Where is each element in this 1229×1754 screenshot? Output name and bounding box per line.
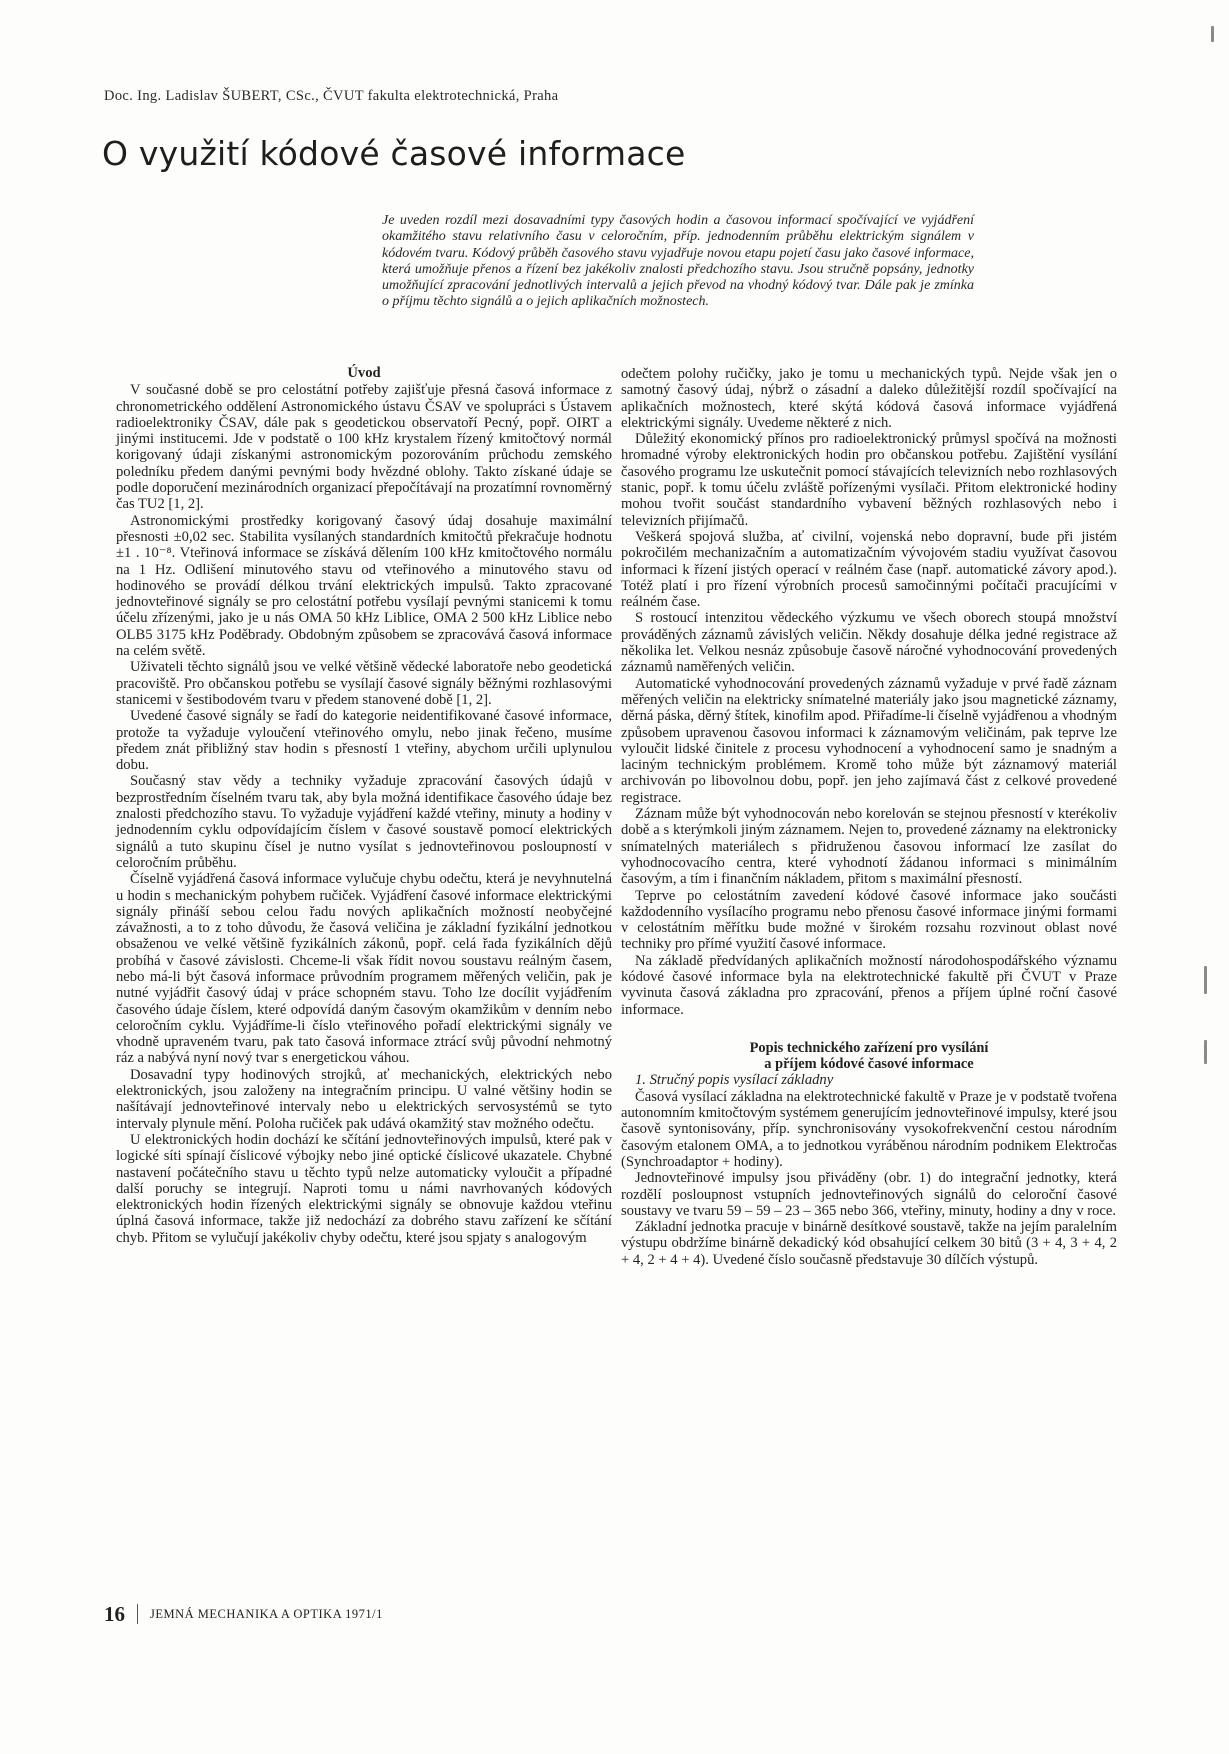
- paragraph: Veškerá spojová služba, ať civilní, vojenská nebo dopravní, bude při jistém pokročilém mechanizačním a automatizačním vývojovém stadiu využívat časovou informaci k řízení jistých operací v reálném čase (např. automatické závory apod.). Totéž platí i pro řízení výrobních procesů samočinnými počítači pracujícími v reálném čase.: [621, 528, 1117, 611]
- right-column: [621, 366, 1117, 1268]
- page-number: 16: [104, 1601, 125, 1626]
- scan-mark: [1204, 1040, 1207, 1064]
- scan-mark: [1211, 26, 1214, 42]
- paragraph: odečtem polohy ručičky, jako je tomu u mechanických typů. Nejde však jen o samotný časový údaj, nýbrž o zásadní a daleko důležitější rozdíl spočívající na aplikačních možnostech, které skýtá kódová časová informace vyjádřená elektrickými signály. Uvedeme některé z nich.: [621, 366, 1117, 431]
- paragraph: Na základě předvídaných aplikačních možností národohospodářského významu kódové časové informace byla na elektrotechnické fakultě při ČVUT v Praze vyvinuta časová základna pro zpracování, přenos a příjem úplné roční časové informace.: [621, 952, 1117, 1018]
- paragraph: Současný stav vědy a techniky vyžaduje zpracování časových údajů v bezprostředním číselném tvaru tak, aby byla možná identifikace časového údaje bez znalosti předchozího stavu. To vyžaduje vyjádření každé vteřiny, minuty a hodiny v jednodenním cyklu odpovídajícím číslem v časové soustavě pomocí elektrických signálů a tuto skupinu čísel je nutno vysílat s jednovteřinovou posloupností v celoročním průběhu.: [116, 773, 612, 871]
- paragraph: Teprve po celostátním zavedení kódové časové informace jako součásti každodenního vysílacího programu nebo přenosu časové informace jinými formami v celostátním měřítku bude možné v širokém rozsahu rozvinout oblast nové techniky pro přímé využití časové informace.: [621, 887, 1117, 953]
- page-footer: [104, 1602, 383, 1626]
- paragraph: V současné době se pro celostátní potřeby zajišťuje přesná časová informace z chronometrického oddělení Astronomického ústavu ČSAV ve spolupráci s Ústavem radioelektroniky ČSAV, dále pak s geodetickou observatoří Pecný, popř. OIRT a jinými institucemi. Jde v podstatě o 100 kHz krystalem řízený kmitočtový normál korigovaný údaji získanými astronomickým pozorováním průchodu zemského poledníku předem danými pevnými body hvězdné oblohy. Takto získané údaje se podle doporučení mezinárodních organizací přepočítávají na prozatímní rovnoměrný čas TU2 [1, 2].: [116, 382, 612, 513]
- abstract: Je uveden rozdíl mezi dosavadními typy časových hodin a časovou informací spočívající ve vyjádření okamžitého stavu relativního času v celoročním, příp. jednodenním průběhu elektrickým signálem v kódovém tvaru. Kódový průběh časového stavu vyjadřuje novou etapu pojetí času jako časové informace, která umožňuje přenos a řízení bez jakékoliv znalosti předchozího stavu. Jsou stručně popsány, jednotky umožňující zpracování jednotlivých intervalů a jejich převod na vhodný kódový tvar. Dále pak je zmínka o příjmu těchto signálů a o jejich aplikačních možnostech.: [382, 213, 974, 310]
- paragraph: Uvedené časové signály se řadí do kategorie neidentifikované časové informace, protože ta vyžaduje vyloučení vteřinového omylu, nebo jinak řečeno, musíme předem znát přibližný stav hodin s přesností 1 vteřiny, abychom určili uplynulou dobu.: [116, 708, 612, 774]
- section-heading: [621, 1040, 1117, 1073]
- subsection-heading: 1. Stručný popis vysílací základny: [635, 1072, 834, 1089]
- journal-name: JEMNÁ MECHANIKA A OPTIKA 1971/1: [150, 1606, 383, 1621]
- left-column: [116, 366, 612, 1246]
- paragraph: Uživateli těchto signálů jsou ve velké většině vědecké laboratoře nebo geodetická pracoviště. Pro občanskou potřebu se vysílají časové signály běžnými rozhlasovými stanicemi v šestibodovém tvaru v předem stanovené době [1, 2].: [116, 659, 612, 708]
- section-heading-line2: a příjem kódové časové informace: [764, 1056, 974, 1073]
- paragraph: Automatické vyhodnocování provedených záznamů vyžaduje v prvé řadě záznam měřených veličin na elektricky snímatelné materiály jako jsou magnetické záznamy, děrná páska, děrný štítek, kinofilm apod. Přiřadíme-li číselně vyjádřenou a vhodným způsobem upravenou časovou informaci k záznamovým veličinám, pak teprve lze vyloučit lidské činitele z procesu vyhodnocení a vyhodnocení samo je snadným a laciným technickým problémem. Kromě toho může být záznamový materiál archivován po libovolnou dobu, popř. jen jeho zajímavá část z celkové provedené registrace.: [621, 675, 1117, 806]
- footer-divider: [137, 1604, 138, 1624]
- paragraph: Důležitý ekonomický přínos pro radioelektronický průmysl spočívá na možnosti hromadné výroby elektronických hodin pro občanskou potřebu. Zajištění vysílání časového programu lze uskutečnit pomocí stávajících televizních nebo rozhlasových stanic, popř. k tomu účelu zvláště pořízenými vysílači. Přitom elektronické hodiny mohou tvořit součást standardního vybavení běžných rozhlasových nebo i televizních přijímačů.: [621, 431, 1117, 529]
- paragraph: Záznam může být vyhodnocován nebo korelován se stejnou přesností v kterékoliv době a s kterýmkoli jiným záznamem. Nejen to, provedené záznamy na elektronicky snímatelných materiálech s přidruženou časovou informací lze zasílat do vyhodnocovacího centra, které vyhodnotí žádanou informaci s minimálním časovým, a tím i finančním nákladem, přitom s maximální přesností.: [621, 806, 1117, 888]
- paragraph: Číselně vyjádřená časová informace vylučuje chybu odečtu, která je nevyhnutelná u hodin s mechanickým pohybem ručiček. Vyjádření časové informace elektrickými signály přináší sebou celou řadu nových aplikačních možností neobyčejné závažnosti, a to z toho důvodu, že časová veličina je základní fyzikální jednotkou obsaženou ve velké většině fyzikálních zákonů, popř. celá řada fyzikálních dějů probíhá v časové závislosti. Chceme-li však řídit novou soustavu reálným časem, nebo má-li být časová informace průvodním programem měřených veličin, pak je nutné vyjádřit časový údaj v práce schopném stavu. Toho lze docílit vyjádřením časového údaje číslem, které odpovídá daným časovým okamžikům v denním nebo celoročním cyklu. Vyjádříme-li číslo vteřinového pořadí elektrickými signály ve vhodně upraveném tvaru, pak tato časová informace ztrácí svůj původní nehmotný ráz a nabývá nyní nový tvar s energetickou váhou.: [116, 871, 612, 1067]
- paragraph: Jednovteřinové impulsy jsou přiváděny (obr. 1) do integrační jednotky, která rozdělí posloupnost vstupních jednovteřinových signálů do celoroční časové soustavy ve tvaru 59 – 59 – 23 – 365 nebo 366, vteřiny, minuty, hodiny a dny v roce.: [621, 1170, 1117, 1219]
- section-heading-line1: Popis technického zařízení pro vysílání: [749, 1039, 989, 1056]
- section-title-uvod: Úvod: [347, 365, 381, 381]
- paragraph: Časová vysílací základna na elektrotechnické fakultě v Praze je v podstatě tvořena autonomním kmitočtovým systémem generujícím jednovteřinové impulsy, které jsou časově syntonisovány, příp. synchronisovány vysokofrekvenční cestou národním časovým etalonem OMA, a to jednotkou vyráběnou národním podnikem Elektročas (Synchroadaptor + hodiny).: [621, 1088, 1117, 1170]
- paragraph: Dosavadní typy hodinových strojků, ať mechanických, elektrických nebo elektronických, jsou založeny na integračním principu. U valné většiny hodin se našítávají jednovteřinové intervaly nebo u elektrických servosystémů se tyto intervaly plynule mění. Poloha ručiček pak udává okamžitý stav možného odečtu.: [116, 1066, 612, 1132]
- author-line: Doc. Ing. Ladislav ŠUBERT, CSc., ČVUT fakulta elektrotechnická, Praha: [104, 88, 559, 104]
- paragraph: S rostoucí intenzitou vědeckého výzkumu ve všech oborech stoupá množství prováděných záznamů závislých veličin. Někdy dosahuje délka jedné registrace až několika let. Velkou nesnáz způsobuje časově náročné vyhodnocování provedených záznamů naměřených veličin.: [621, 610, 1117, 676]
- paragraph: Základní jednotka pracuje v binárně desítkové soustavě, takže na jejím paralelním výstupu obdržíme binárně dekadický kód obsahující celkem 30 bitů (3 + 4, 3 + 4, 2 + 4, 2 + 4 + 4). Uvedené číslo současně představuje 30 dílčích výstupů.: [621, 1219, 1117, 1268]
- scan-mark: [1204, 966, 1207, 994]
- paragraph: Astronomickými prostředky korigovaný časový údaj dosahuje maximální přesnosti ±0,02 sec. Stabilita vysílaných standardních kmitočtů překračuje hodnotu ±1 . 10⁻⁸. Vteřinová informace se získává dělením 100 kHz kmitočtového normálu na 1 Hz. Odlišení minutového stavu od vteřinového a minutového stavu od hodinového se provádí délkou trvání elektrických impulsů. Takto zpracované jednovteřinové signály se pro celostátní potřebu vysílají pevnými stanicemi k tomu účelu zřízenými, jako je u nás OMA 50 kHz Liblice, OMA 2 500 kHz Liblice nebo OLB5 3175 kHz Poděbrady. Obdobným způsobem se zpracovává časová informace na celém světě.: [116, 512, 612, 660]
- paragraph: U elektronických hodin dochází ke sčítání jednovteřinových impulsů, které pak v logické síti spínají číslicové výbojky nebo jiné optické číslicové ukazatele. Chybné nastavení počátečního stavu u těchto typů nelze automaticky vyloučit a případné další poruchy se integrují. Naproti tomu u námi navrhovaných kódových elektronických hodin řízených elektrickými signály se obnovuje každou vteřinu úplná časová informace, takže již nedochází za dobrého stavu zařízení ke sčítání chyb. Přitom se vylučují jakékoliv chyby odečtu, které jsou spjaty s analogovým: [116, 1131, 612, 1246]
- article-title: O využití kódové časové informace: [102, 134, 686, 173]
